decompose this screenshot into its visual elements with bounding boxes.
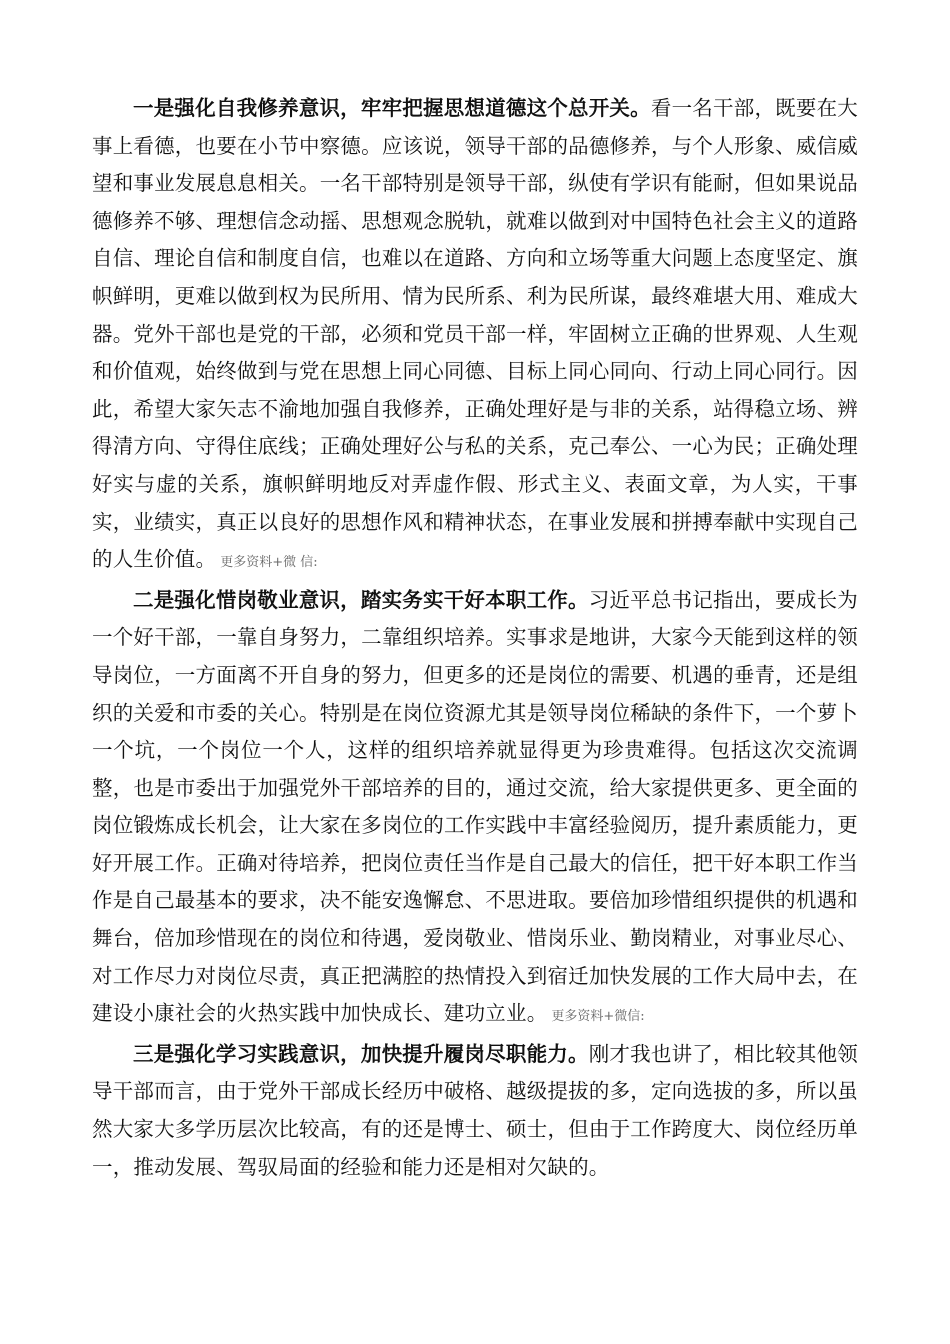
paragraph-1-body: 看一名干部，既要在大事上看德，也要在小节中察德。应该说，领导干部的品德修养，与个人形象、威信威望和事业发展息息相关。一名干部特别是领导干部，纵使有学识有能耐，但如果说品德修养不够、理想信念动摇、思想观念脱轨，就难以做到对中国特色社会主义的道路自信、理论自信和制度自信，也难以在道路、方向和立场等重大问题上态度坚定、旗帜鲜明，更难以做到权为民所用、情为民所系、利为民所谋，最终难堪大用、难成大器。党外干部也是党的干部，必须和党员干部一样，牢固树立正确的世界观、人生观和价值观，始终做到与党在思想上同心同德、目标上同心同向、行动上同心同行。因此，希望大家矢志不渝地加强自我修养，正确处理好是与非的关系，站得稳立场、辨得清方向、守得住底线；正确处理好公与私的关系，克己奉公、一心为民；正确处理好实与虚的关系，旗帜鲜明地反对弄虚作假、形式主义、表面文章，为人实，干事实，业绩实，真正以良好的思想作风和精神状态，在事业发展和拼搏奉献中实现自己的人生价值。: [92, 96, 859, 572]
paragraph-1-lead: 一是强化自我修养意识，牢牢把握思想道德这个总开关。: [133, 96, 651, 120]
document-page: [92, 90, 858, 1186]
paragraph-3-body: 刚才我也讲了，相比较其他领导干部而言，由于党外干部成长经历中破格、越级提拔的多，定向选拔的多，所以虽然大家大多学历层次比较高，有的还是博士、硕士，但由于工作跨度大、岗位经历单一，推动发展、驾驭局面的经验和能力还是相对欠缺的。: [92, 1041, 858, 1179]
paragraph-2-body: 习近平总书记指出，要成长为一个好干部，一靠自身努力，二靠组织培养。实事求是地讲，大家今天能到这样的领导岗位，一方面离不开自身的努力，但更多的还是岗位的需要、机遇的垂青，还是组织的关爱和市委的关心。特别是在岗位资源尤其是领导岗位稀缺的条件下，一个萝卜一个坑，一个岗位一个人，这样的组织培养就显得更为珍贵难得。包括这次交流调整，也是市委出于加强党外干部培养的目的，通过交流，给大家提供更多、更全面的岗位锻炼成长机会，让大家在多岗位的工作实践中丰富经验阅历，提升素质能力，更好开展工作。正确对待培养，把岗位责任当作是自己最大的信任，把干好本职工作当作是自己最基本的要求，决不能安逸懈怠、不思进取。要倍加珍惜组织提供的机遇和舞台，倍加珍惜现在的岗位和待遇，爱岗敬业、惜岗乐业、勤岗精业，对事业尽心、对工作尽力对岗位尽责，真正把满腔的热情投入到宿迁加快发展的工作大局中去，在建设小康社会的火热实践中加快成长、建功立业。: [92, 587, 858, 1026]
paragraph-3-lead: 三是强化学习实践意识，加快提升履岗尽职能力。: [133, 1041, 589, 1066]
paragraph-1-note: 更多资料+微 信:: [220, 555, 318, 571]
paragraph-1: [92, 90, 858, 582]
paragraph-2-note: 更多资料+微信:: [551, 1009, 645, 1025]
paragraph-2: [92, 582, 858, 1036]
paragraph-3: [92, 1036, 858, 1186]
paragraph-2-lead: 二是强化惜岗敬业意识，踏实务实干好本职工作。: [133, 587, 589, 612]
